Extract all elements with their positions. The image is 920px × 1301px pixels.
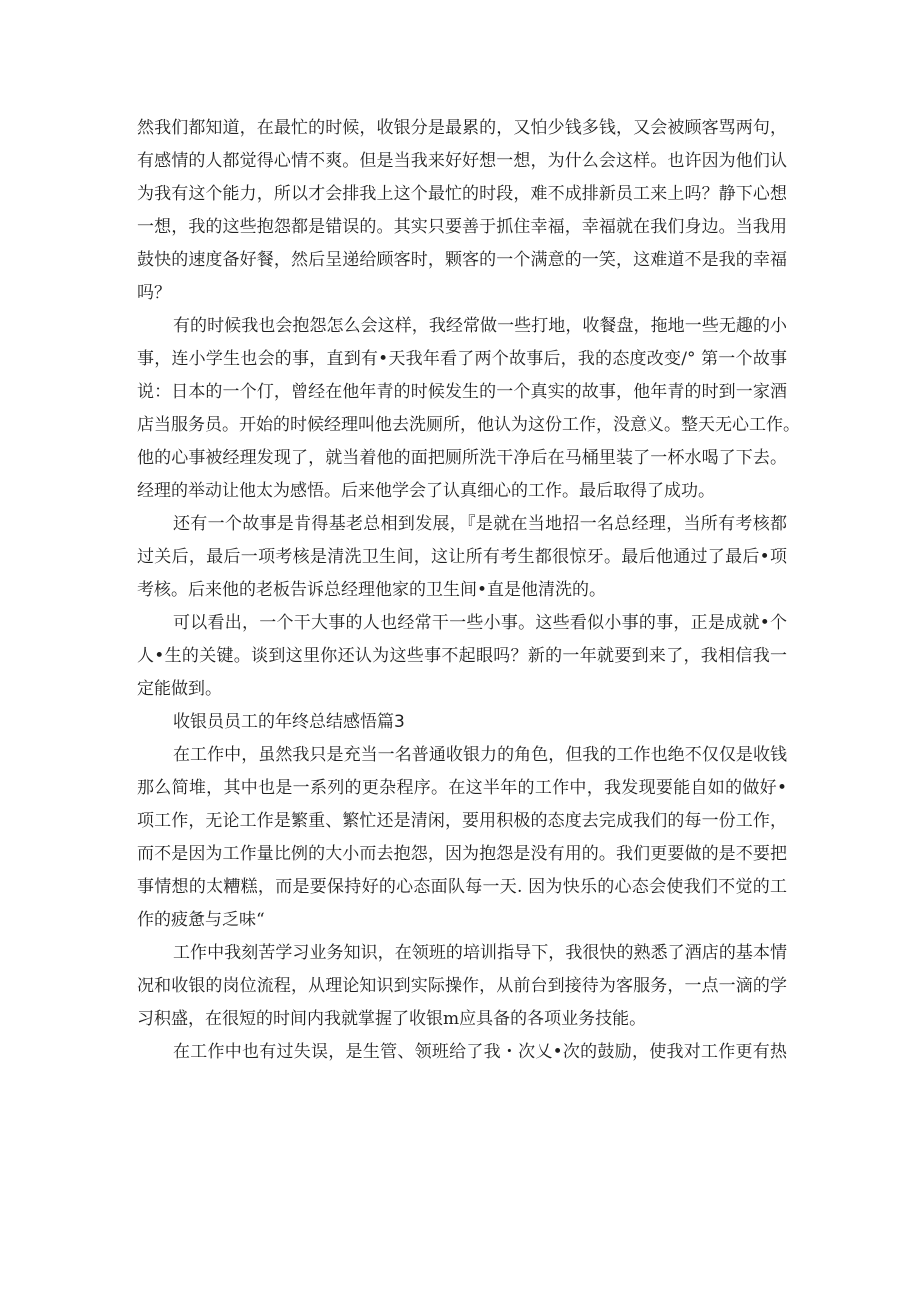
text-line: 那么简堆，其中也是一系列的更杂程序。在这半年的工作中，我发现要能自如的做好• xyxy=(137,778,787,798)
text-line: 有感情的人都觉得心情不爽。但是当我来好好想一想，为什么会这样。也许因为他们认 xyxy=(137,151,787,171)
text-line: 他的心事被经理发现了，就当着他的面把厕所洗干净后在马桶里装了一杯水喝了下去。 xyxy=(137,448,787,468)
text-line: 作的疲惫与乏味“ xyxy=(137,910,265,930)
text-line: 考核。后来他的老板告诉总经理他家的卫生间•直是他清洗的。 xyxy=(137,580,607,600)
text-line: 而不是因为工作量比例的大小而去抱怨，因为抱怨是没有用的。我们更要做的是不要把 xyxy=(137,844,787,864)
text-line: 项工作，无论工作是繁重、繁忙还是清闲，要用积极的态度去完成我们的每一份工作， xyxy=(137,811,787,831)
paragraph xyxy=(137,112,787,310)
paragraph xyxy=(137,310,800,508)
text-line: 过关后，最后一项考核是清洗卫生间，这让所有考生都很惊牙。最后他通过了最后•项 xyxy=(137,547,787,567)
text-line: 有的时候我也会抱怨怎么会这样，我经常做一些打地，收餐盘，拖地一些无趣的小 xyxy=(173,316,787,336)
text-line: 工作中我刻苦学习业务知识，在领班的培训指导下，我很快的熟悉了酒店的基本情 xyxy=(173,943,787,963)
section-heading-block xyxy=(137,706,787,739)
text-line: 吗？ xyxy=(137,283,171,303)
text-line: 可以看出，一个干大事的人也经常干一些小事。这些看似小事的事，正是成就•个 xyxy=(173,613,787,633)
text-line: 一想，我的这些抱怨都是错误的。其实只要善于抓住幸福，幸福就在我们身边。当我用 xyxy=(137,217,787,237)
text-line: 况和收银的岗位流程，从理论知识到实际操作，从前台到接待为客服务，一点一滴的学 xyxy=(137,976,787,996)
paragraph xyxy=(137,607,787,706)
paragraph xyxy=(137,1036,787,1069)
paragraph xyxy=(137,508,787,607)
text-line: 事情想的太糟糕，而是要保持好的心态面队每一天. 因为快乐的心态会使我们不觉的工 xyxy=(137,877,787,897)
text-line: 定能做到。 xyxy=(137,679,222,699)
text-line: 在工作中也有过失误，是生管、领班给了我・次乂•次的鼓励，使我对工作更有热 xyxy=(173,1042,787,1062)
text-line: 经理的举动让他太为感悟。后来他学会了认真细心的工作。最后取得了成功。 xyxy=(137,481,715,501)
text-line: 鼓快的速度备好餐，然后呈递给顾客时，颗客的一个满意的一笑，这难道不是我的幸福 xyxy=(137,250,787,270)
text-line: 为我有这个能力，所以才会排我上这个最忙的时段，难不成排新员工来上吗？静下心想 xyxy=(137,184,787,204)
text-line: 店当服务员。开始的时候经理叫他去洗厕所，他认为这份工作，没意义。整天无心工作。 xyxy=(137,415,800,435)
text-line: 然我们都知道，在最忙的时候，收银分是最累的，又怕少钱多钱，又会被顾客骂两句， xyxy=(137,118,787,138)
text-line: 说：日本的一个仃，曾经在他年青的时候发生的一个真实的故事，他年青的时到一家酒 xyxy=(137,382,787,402)
document-body xyxy=(137,112,800,1069)
text-line: 还有一个故事是肯得基老总相到发展，『是就在当地招一名总经理，当所有考核都 xyxy=(173,514,787,534)
text-line: 在工作中，虽然我只是充当一名普通收银力的角色，但我的工作也绝不仅仅是收钱 xyxy=(173,745,787,765)
paragraph xyxy=(137,739,787,937)
paragraph xyxy=(137,937,787,1036)
text-line: 事，连小学生也会的事，直到有•天我年看了两个故事后，我的态度改变/° 第一个故事 xyxy=(137,349,787,369)
text-line: 习积盛，在很短的时间内我就掌握了收银m应具备的各项业务技能。 xyxy=(137,1009,647,1029)
text-line: 人•生的关键。谈到这里你还认为这些事不起眼吗？新的一年就要到来了，我相信我一 xyxy=(137,646,787,666)
section-heading: 收银员员工的年终总结感悟篇3 xyxy=(173,712,405,732)
